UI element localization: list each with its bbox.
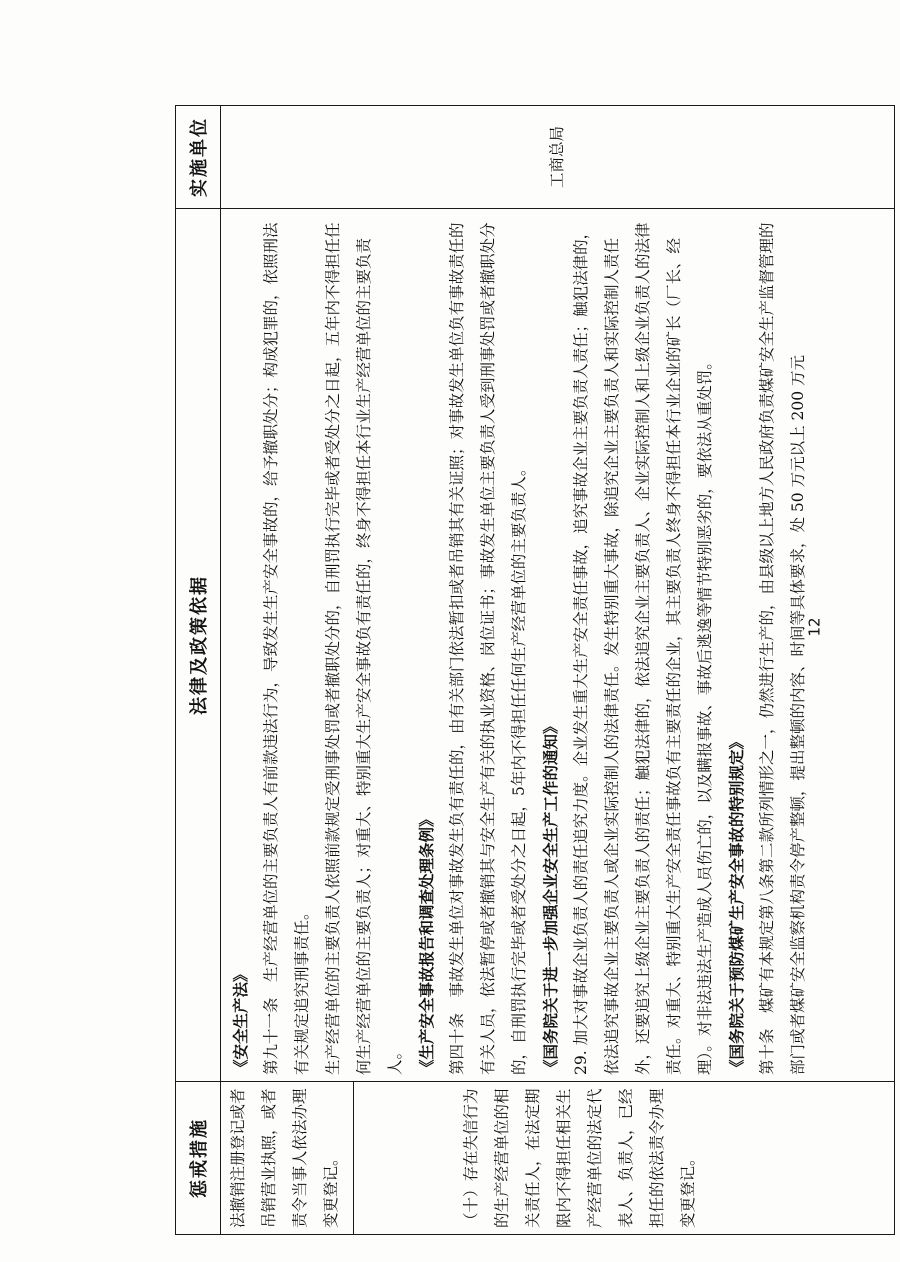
header-measures: 惩戒措施 (176, 1082, 221, 1235)
measure-10: （十）存在失信行为的生产经营单位的相关责任人，在法定期限内不得担任相关生产经营单位的法定代表人、负责人，已经担任的依法责令办理变更登记。 (462, 1088, 697, 1228)
law-paragraph: 29. 加大对事故企业负责人的责任追究力度。企业发生重大生产安全责任事故，追究事故企业主要负责人责任；触犯法律的，依法追究事故企业主要负责人或企业实际控制人的法律责任。发生特别重大事故，除追究企业主要负责人和实际控制人责任外，还要追究上级企业主要负责人的责任；触犯法律的，依法追究企业主要负责人、企业实际控制人和上级企业负责人的法律责任。对重大、特别重大生产安全责任事故负有主要责任的企业，其主要负责人终身不得担任本行业企业的矿长（厂长、经理）。对非法违法生产造成人员伤亡的，以及瞒报事故、事故后逃逸等情节特别恶劣的，要依法从重处罚。 (572, 222, 714, 1075)
law-block (535, 215, 721, 1075)
law-title: 《安全生产法》 (231, 966, 250, 1075)
rotated-table (175, 115, 895, 1235)
policy-table (175, 105, 895, 1235)
law-block (225, 215, 411, 1075)
law-block (721, 215, 814, 1075)
header-basis: 法律及政策依据 (176, 209, 221, 1082)
header-unit: 实施单位 (176, 106, 221, 209)
law-title: 《国务院关于进一步加强企业安全生产工作的通知》 (541, 718, 560, 1075)
law-paragraph: 第四十条 事故发生单位对事故发生负有责任的，由有关部门依法暂扣或者吊销其有关证照；对事故发生单位负有事故责任的有关人员，依法暂停或者撤销其与安全生产有关的执业资格、岗位证书；事故发生单位主要负责人受到刑事处罚或者撤职处分的，自刑罚执行完毕或者受处分之日起，5年内不得担任任何生产经营单位的主要负责人。 (448, 222, 528, 1075)
law-paragraph: 第十条 煤矿有本规定第八条第二款所列情形之一，仍然进行生产的，由县级以上地方人民政府负责煤矿安全生产监督管理的部门或者煤矿安全监察机构责令停产整顿，提出整顿的内容、时间等具体要求，处 50 万元以上 200 万元 (758, 222, 807, 1075)
page-number: 12 (805, 617, 824, 637)
law-title: 《生产安全事故报告和调查处理条例》 (417, 811, 436, 1075)
basis-cell (221, 209, 895, 1082)
law-paragraph: 生产经营单位的主要负责人依照前款规定受刑事处罚或者撤职处分的，自刑罚执行完毕或者受处分之日起，五年内不得担任任何生产经营单位的主要负责人；对重大、特别重大生产安全事故负有责任的，终身不得担任本行业生产经营单位的主要负责人。 (324, 222, 404, 1075)
law-paragraph: 第九十一条 生产经营单位的主要负责人有前款违法行为，导致发生生产安全事故的，给予撤职处分；构成犯罪的，依照刑法有关规定追究刑事责任。 (262, 222, 311, 1075)
measures-cell (221, 1082, 895, 1235)
law-title: 《国务院关于预防煤矿生产安全事故的特别规定》 (727, 733, 746, 1075)
law-block (411, 215, 535, 1075)
unit-cell: 工商总局 (221, 106, 895, 209)
previous-measure-tail: 法撤销注册登记或者吊销营业执照，或者责令当事人依法办理变更登记。 (221, 1082, 354, 1234)
